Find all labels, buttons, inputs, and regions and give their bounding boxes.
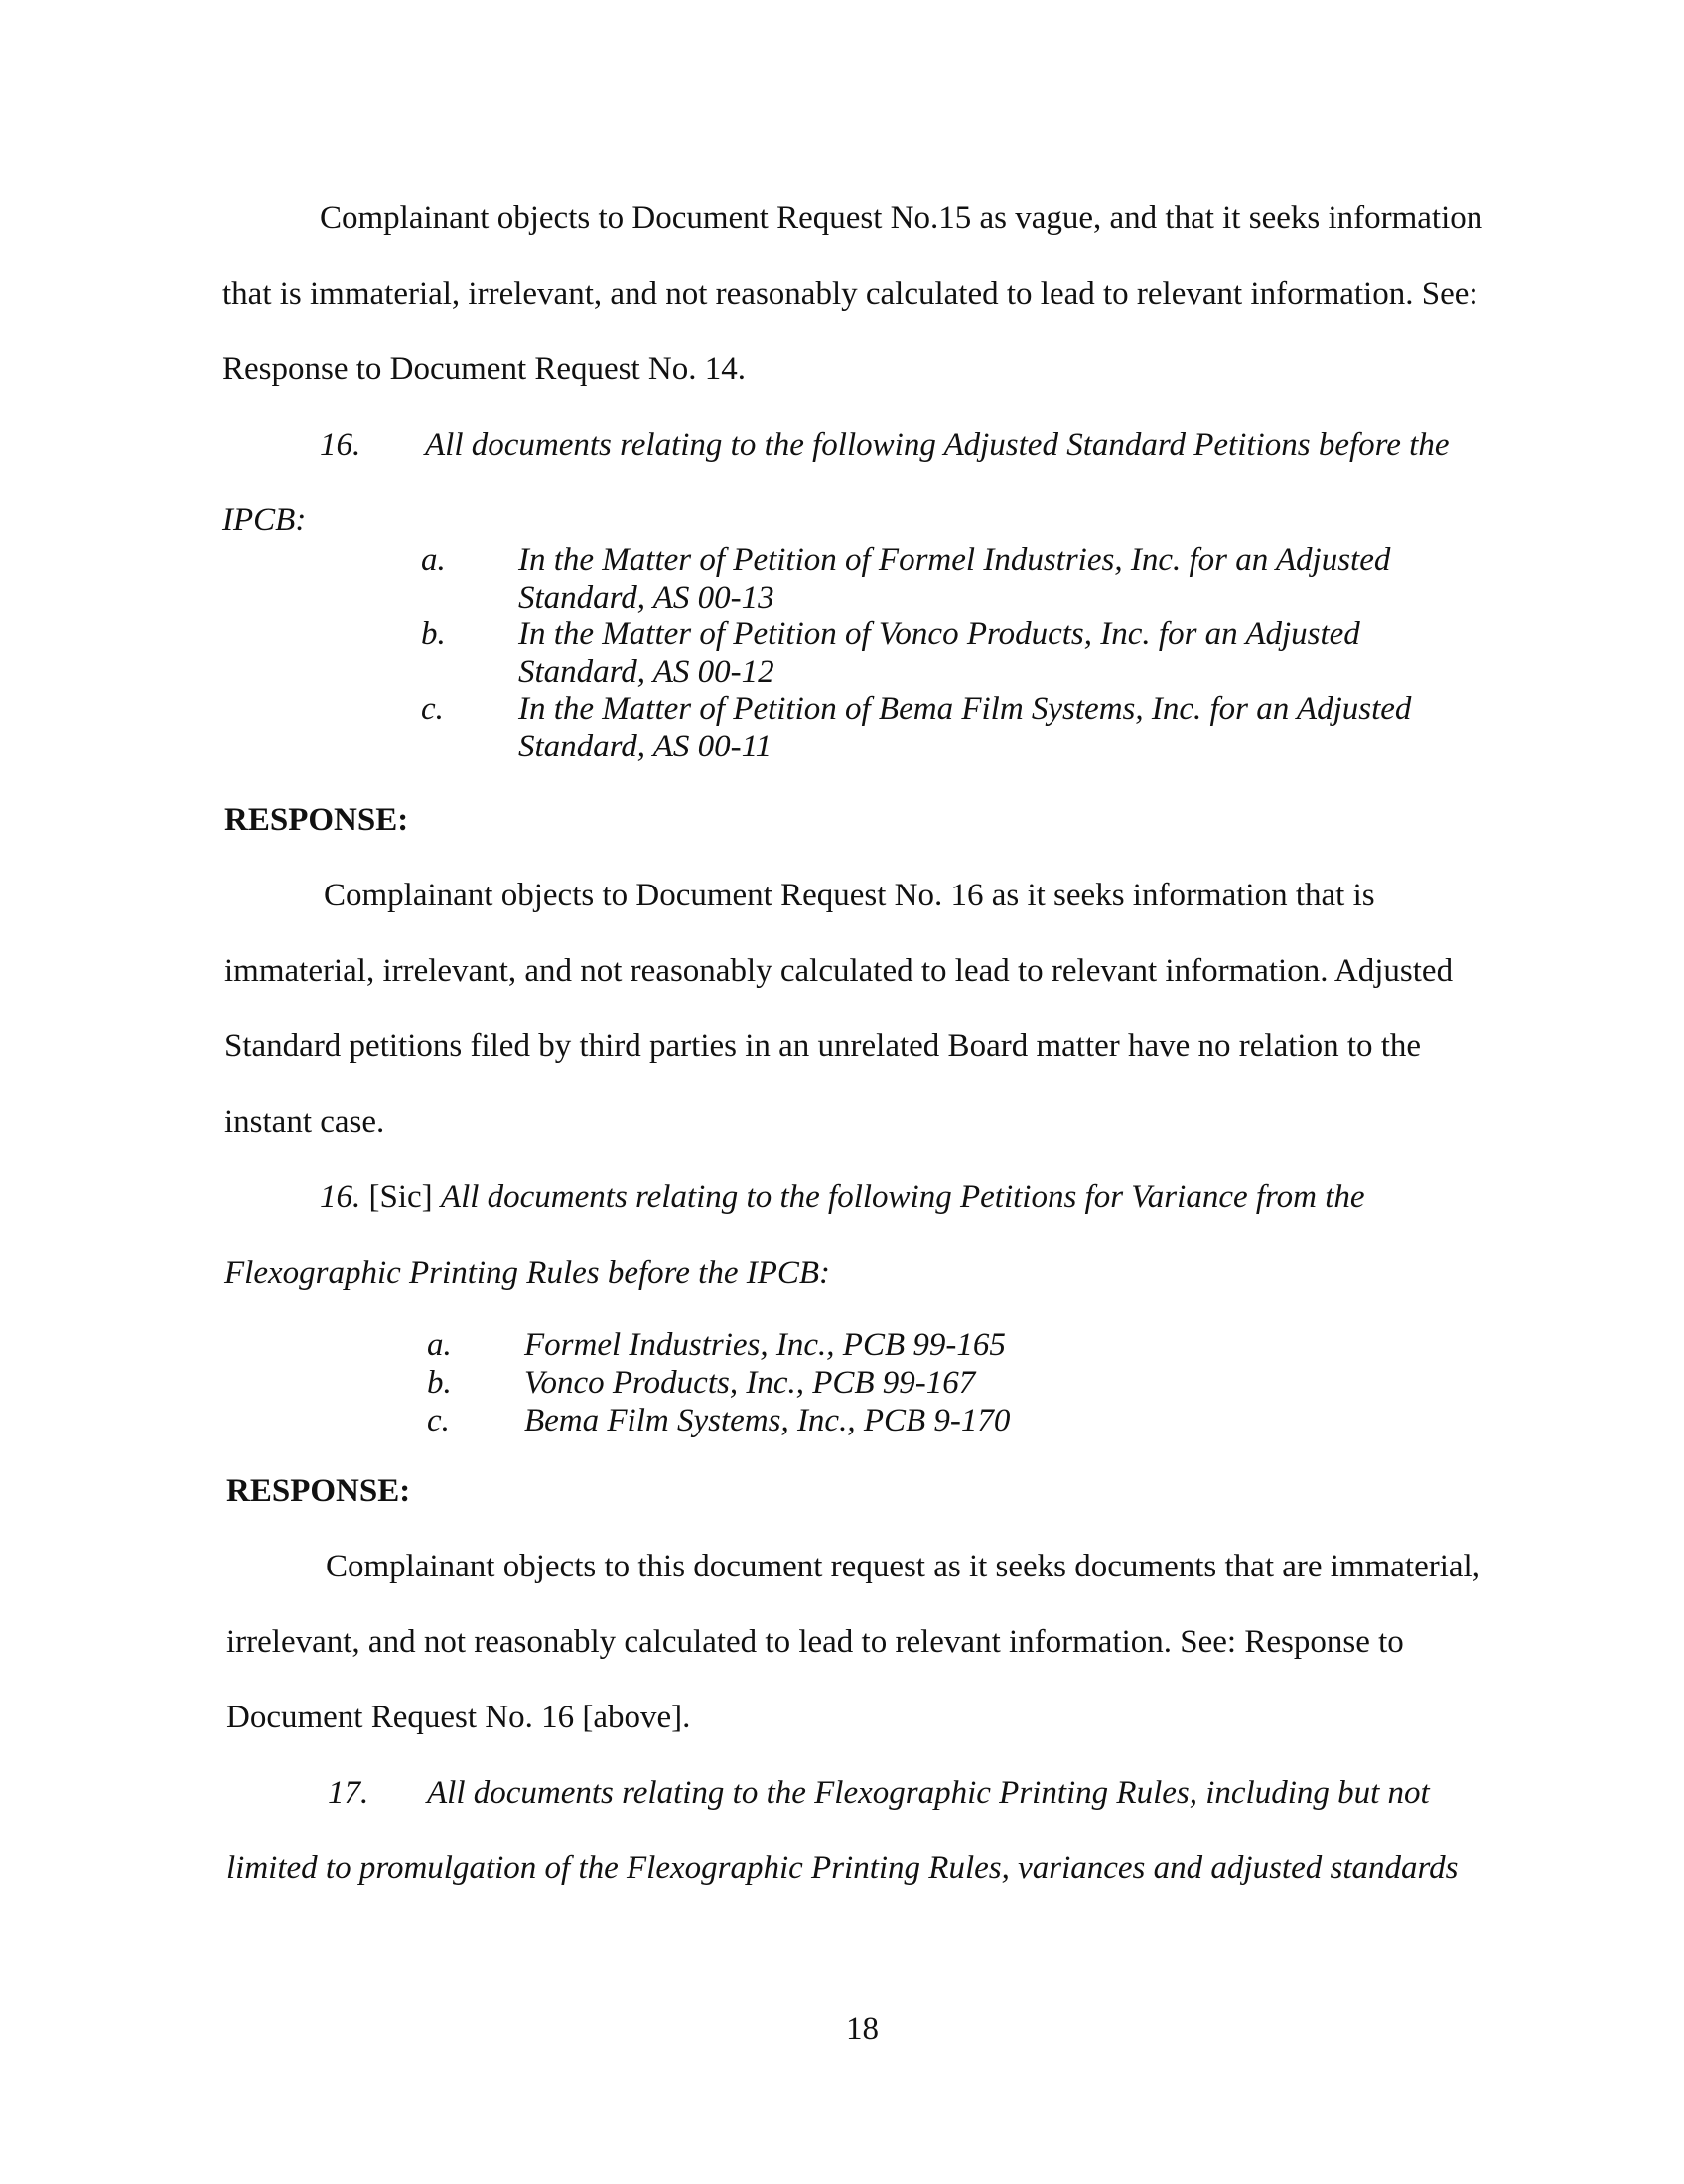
response-heading: RESPONSE: <box>226 1473 411 1509</box>
list-item: Standard, AS 00-11 <box>518 729 772 764</box>
list-item: Vonco Products, Inc., PCB 99-167 <box>524 1365 976 1401</box>
page-number: 18 <box>846 2011 879 2047</box>
paragraph-line: Complainant objects to this document request as it seeks documents that are immaterial, <box>326 1549 1480 1584</box>
paragraph-line: instant case. <box>224 1104 385 1140</box>
paragraph-line: irrelevant, and not reasonably calculated to lead to relevant information. See: Response to <box>226 1624 1404 1660</box>
paragraph-line: Complainant objects to Document Request No.15 as vague, and that it seeks information <box>320 201 1483 236</box>
list-item: Standard, AS 00-12 <box>518 654 774 690</box>
list-letter: c. <box>421 691 444 727</box>
request-text: All documents relating to the following Petitions for Variance from the <box>440 1179 1365 1215</box>
list-letter: b. <box>427 1365 452 1401</box>
request-text: IPCB: <box>222 502 307 538</box>
response-heading: RESPONSE: <box>224 802 409 838</box>
paragraph-line: Complainant objects to Document Request No. 16 as it seeks information that is <box>324 878 1375 913</box>
list-letter: c. <box>427 1403 450 1438</box>
request-text: All documents relating to the Flexographic Printing Rules, including but not <box>427 1775 1430 1811</box>
paragraph-line: that is immaterial, irrelevant, and not reasonably calculated to lead to relevant information. See: <box>222 276 1478 312</box>
paragraph-line: Document Request No. 16 [above]. <box>226 1700 691 1735</box>
paragraph-line: Response to Document Request No. 14. <box>222 351 747 387</box>
request-text: Flexographic Printing Rules before the IPCB: <box>224 1255 831 1291</box>
request-number: 16. <box>320 1179 361 1215</box>
list-letter: a. <box>427 1327 452 1363</box>
list-item: In the Matter of Petition of Vonco Products, Inc. for an Adjusted <box>518 616 1360 652</box>
request-number: 17. <box>328 1775 369 1811</box>
list-letter: a. <box>421 542 446 578</box>
paragraph-line: Standard petitions filed by third parties in an unrelated Board matter have no relation to the <box>224 1028 1422 1064</box>
request-header-line <box>320 1177 1365 1217</box>
request-number: 16. <box>320 427 361 463</box>
list-item: In the Matter of Petition of Bema Film Systems, Inc. for an Adjusted <box>518 691 1412 727</box>
request-text: limited to promulgation of the Flexographic Printing Rules, variances and adjusted standards <box>226 1850 1459 1886</box>
list-item: Bema Film Systems, Inc., PCB 9-170 <box>524 1403 1011 1438</box>
list-item: Formel Industries, Inc., PCB 99-165 <box>524 1327 1006 1363</box>
paragraph-line: immaterial, irrelevant, and not reasonably calculated to lead to relevant information. Adjusted <box>224 953 1454 989</box>
list-item: Standard, AS 00-13 <box>518 580 774 615</box>
request-text: All documents relating to the following Adjusted Standard Petitions before the <box>425 427 1450 463</box>
list-letter: b. <box>421 616 446 652</box>
sic-note: [Sic] <box>368 1179 433 1215</box>
list-item: In the Matter of Petition of Formel Industries, Inc. for an Adjusted <box>518 542 1391 578</box>
